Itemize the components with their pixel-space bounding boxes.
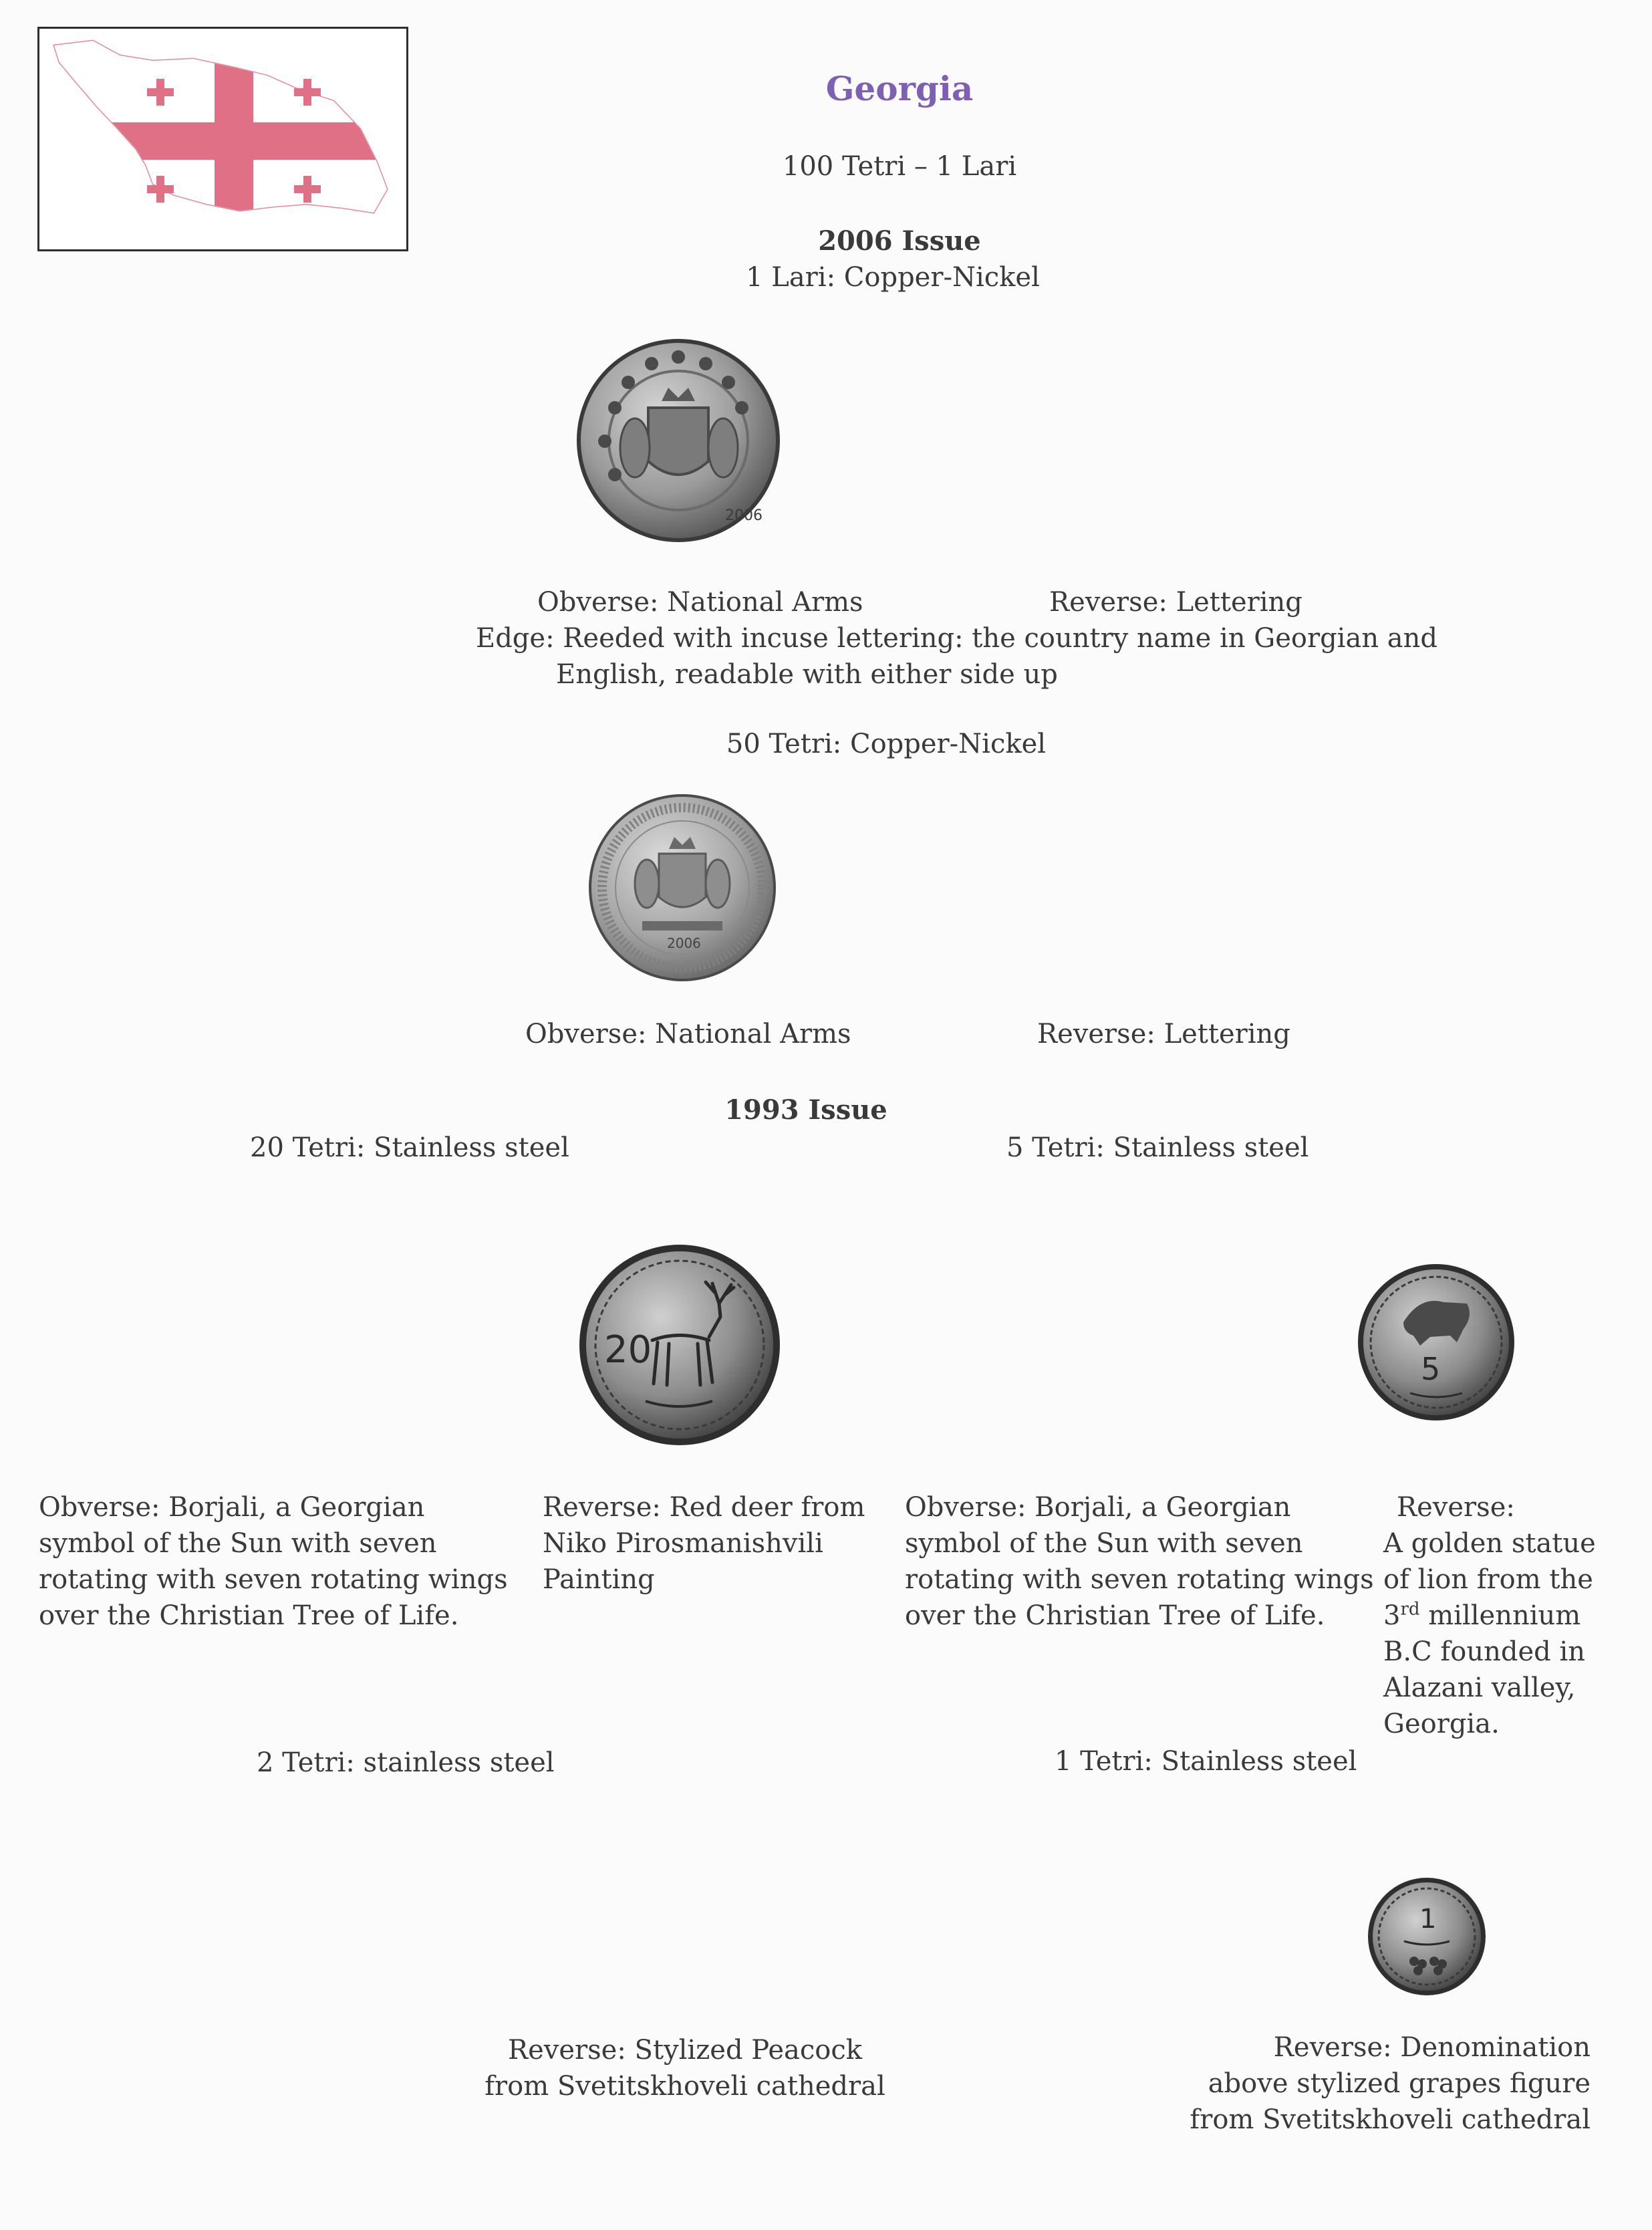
tetri1-title: 1 Tetri: Stainless steel <box>1055 1746 1357 1777</box>
tetri20-coin-image <box>579 1243 781 1447</box>
tetri1-reverse-line2: above stylized grapes figure <box>1208 2068 1591 2099</box>
tetri50-coin-year: 2006 <box>667 935 701 951</box>
issue-2006-heading: 2006 Issue <box>818 225 981 257</box>
tetri5-reverse-line1: A golden statue of lion from the <box>1383 1528 1596 1595</box>
tetri50-reverse-label: Reverse: Lettering <box>1037 1019 1290 1049</box>
tetri20-reverse-text: Reverse: Red deer from Niko Pirosmanishvili Painting <box>543 1492 865 1595</box>
tetri1-coin-image <box>1367 1876 1486 1997</box>
tetri2-reverse-line1: Reverse: Stylized Peacock <box>507 2035 863 2066</box>
tetri5-reverse-text <box>1383 1489 1597 1742</box>
tetri20-coin-value: 20 <box>604 1328 652 1372</box>
tetri50-title: 50 Tetri: Copper-Nickel <box>726 729 1047 759</box>
tetri1-reverse-line3: from Svetitskhoveli cathedral <box>1190 2104 1591 2135</box>
flag-box <box>37 27 408 251</box>
tetri20-obverse-text: Obverse: Borjali, a Georgian symbol of the Sun with seven rotating with seven rotating wings over the Christian Tree of Life. <box>39 1492 508 1631</box>
tetri50-coin-image <box>585 790 779 985</box>
tetri50-obverse-label: Obverse: National Arms <box>525 1019 851 1049</box>
tetri2-reverse-line2: from Svetitskhoveli cathedral <box>485 2071 885 2102</box>
lari1-coin-image <box>575 334 782 547</box>
tetri5-reverse-millennium: 3rd millennium <box>1383 1599 1581 1631</box>
tetri5-title: 5 Tetri: Stainless steel <box>1006 1132 1309 1163</box>
tetri5-coin-image <box>1357 1262 1516 1422</box>
tetri20-title: 20 Tetri: Stainless steel <box>250 1132 569 1163</box>
lari1-edge-line2: English, readable with either side up <box>556 659 1058 690</box>
tetri1-reverse-line1: Reverse: Denomination <box>1273 2032 1591 2063</box>
lari1-reverse-label: Reverse: Lettering <box>1049 587 1302 618</box>
tetri2-title: 2 Tetri: stainless steel <box>257 1747 555 1778</box>
tetri5-reverse-label: Reverse: <box>1397 1492 1515 1523</box>
lari1-title: 1 Lari: Copper-Nickel <box>746 262 1040 293</box>
tetri1-coin-value: 1 <box>1419 1904 1437 1935</box>
georgia-map-flag-icon <box>39 29 406 249</box>
tetri5-coin-value: 5 <box>1421 1351 1441 1387</box>
lari1-obverse-label: Obverse: National Arms <box>537 587 863 618</box>
tetri5-reverse-line2: B.C founded in Alazani valley, Georgia. <box>1383 1636 1585 1739</box>
issue-1993-heading: 1993 Issue <box>724 1094 887 1126</box>
lari1-edge-line1: Edge: Reeded with incuse lettering: the country name in Georgian and <box>476 623 1438 654</box>
currency-subtitle: 100 Tetri – 1 Lari <box>782 151 1017 182</box>
page-title: Georgia <box>825 69 974 108</box>
lari1-coin-year: 2006 <box>725 507 763 524</box>
tetri5-obverse-text: Obverse: Borjali, a Georgian symbol of the Sun with seven rotating with seven rotating wings over the Christian Tree of Life. <box>905 1492 1374 1631</box>
